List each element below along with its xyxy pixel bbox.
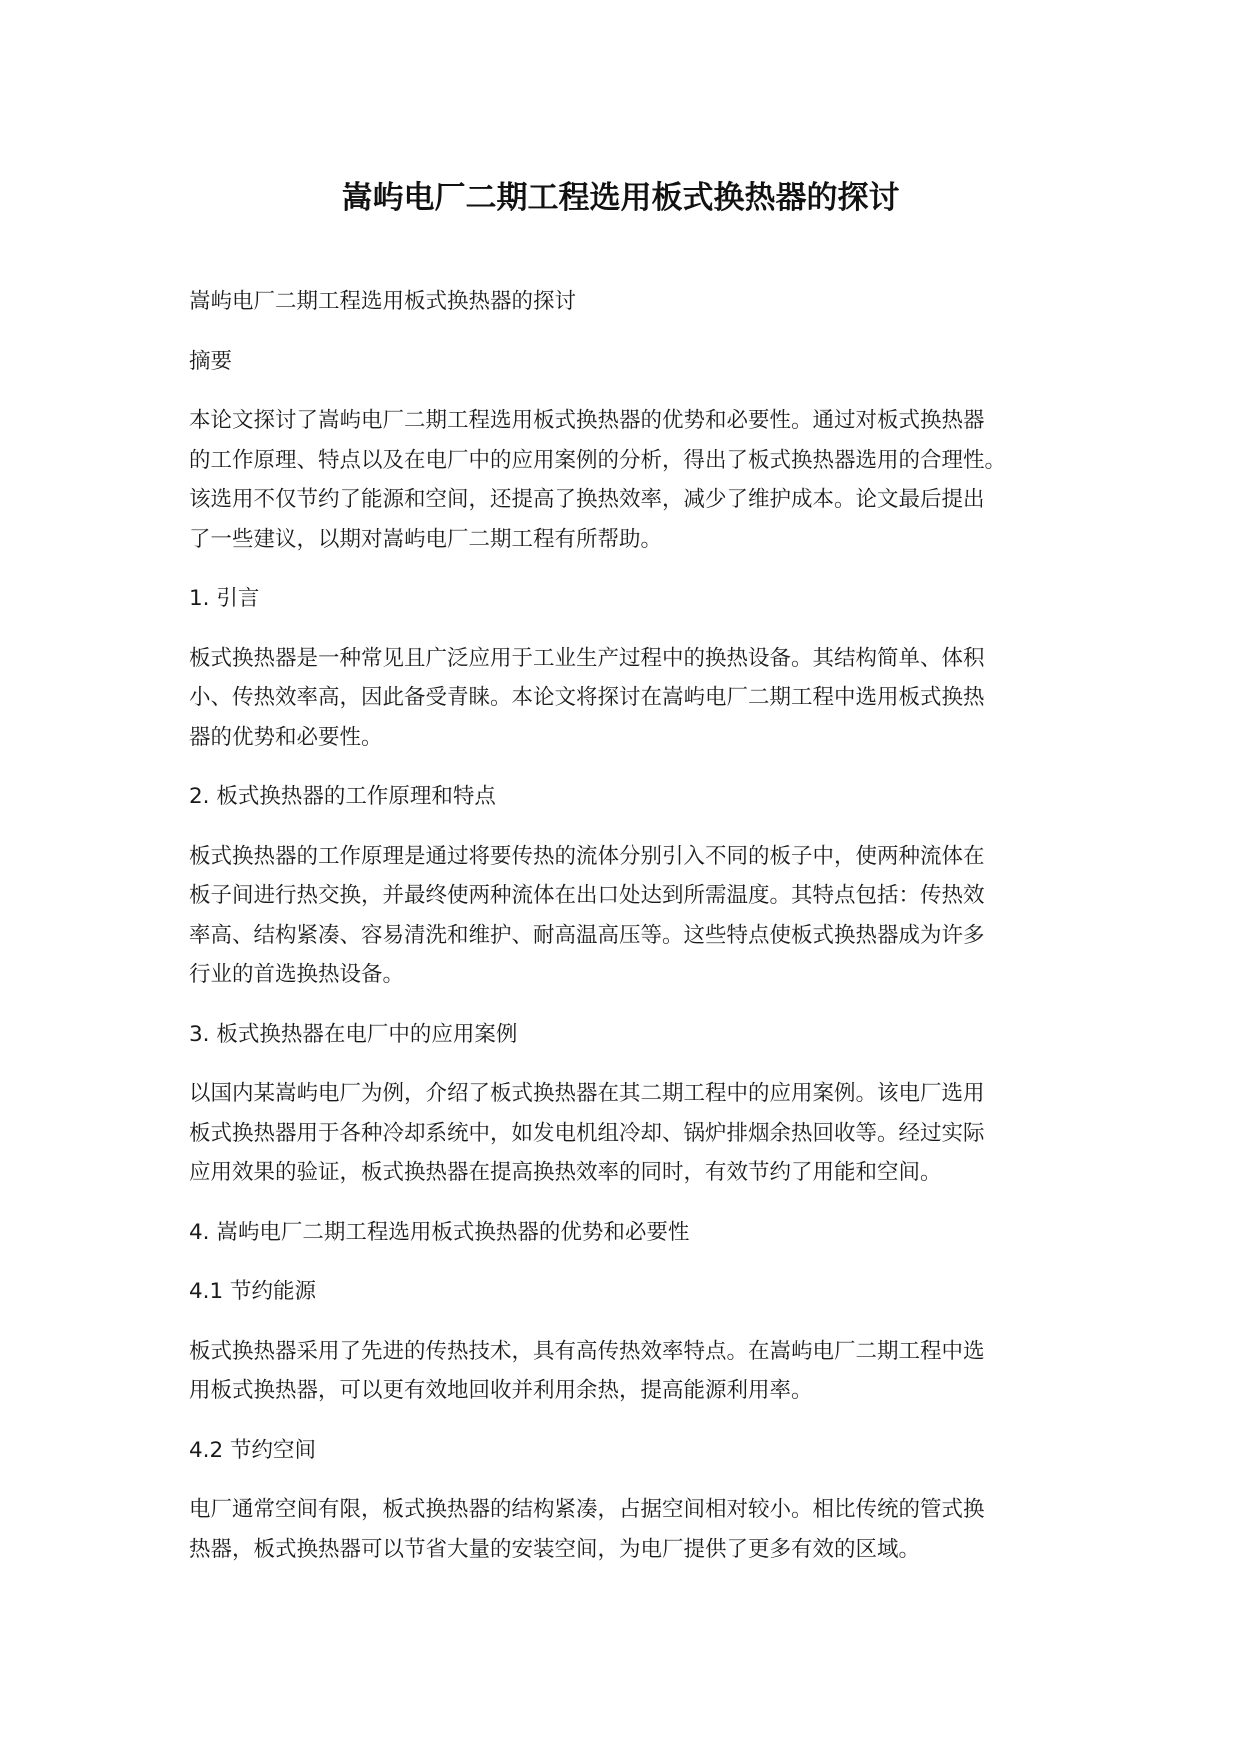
abstract-heading: 摘要: [189, 348, 233, 374]
text-line: 板式换热器采用了先进的传热技术，具有高传热效率特点。在嵩屿电厂二期工程中选: [189, 1338, 985, 1364]
text-line: 行业的首选换热设备。: [189, 962, 405, 987]
text-line: 板子间进行热交换，并最终使两种流体在出口处达到所需温度。其特点包括：传热效: [189, 883, 985, 908]
section-paragraph: [189, 1490, 1044, 1569]
text-line: 本论文探讨了嵩屿电厂二期工程选用板式换热器的优势和必要性。通过对板式换热器: [189, 408, 985, 433]
text-line: 电厂通常空间有限，板式换热器的结构紧凑，占据空间相对较小。相比传统的管式换: [189, 1497, 985, 1522]
section-paragraph: [189, 639, 1044, 758]
section-paragraph: [189, 837, 1044, 995]
text-line: 热器，板式换热器可以节省大量的安装空间，为电厂提供了更多有效的区域。: [189, 1536, 921, 1562]
text-line: 的工作原理、特点以及在电厂中的应用案例的分析，得出了板式换热器选用的合理性。: [189, 447, 1007, 473]
text-line: 该选用不仅节约了能源和空间，还提高了换热效率，减少了维护成本。论文最后提出: [189, 487, 985, 512]
text-line: 板式换热器的工作原理是通过将要传热的流体分别引入不同的板子中，使两种流体在: [189, 843, 985, 869]
text-line: 率高、结构紧凑、容易清洗和维护、耐高温高压等。这些特点使板式换热器成为许多: [189, 922, 985, 948]
section-heading: 4. 嵩屿电厂二期工程选用板式换热器的优势和必要性: [189, 1219, 690, 1245]
text-line: 板式换热器用于各种冷却系统中，如发电机组冷却、锅炉排烟余热回收等。经过实际: [189, 1120, 985, 1146]
text-line: 应用效果的验证，板式换热器在提高换热效率的同时，有效节约了用能和空间。: [189, 1160, 942, 1185]
section-paragraph: [189, 1074, 1044, 1193]
section-heading: 1. 引言: [189, 586, 260, 611]
subsection-heading: 4.1 节约能源: [189, 1279, 317, 1304]
text-line: 板式换热器是一种常见且广泛应用于工业生产过程中的换热设备。其结构简单、体积: [189, 645, 985, 671]
subsection-heading: 4.2 节约空间: [189, 1437, 317, 1463]
text-line: 以国内某嵩屿电厂为例，介绍了板式换热器在其二期工程中的应用案例。该电厂选用: [189, 1081, 985, 1106]
abstract-paragraph: [189, 401, 1044, 559]
section-heading: 2. 板式换热器的工作原理和特点: [189, 784, 496, 809]
section-paragraph: [189, 1332, 1044, 1411]
document-body: [189, 282, 1044, 1569]
document-title: 嵩屿电厂二期工程选用板式换热器的探讨: [341, 180, 900, 216]
document-subtitle: 嵩屿电厂二期工程选用板式换热器的探讨: [189, 289, 577, 314]
text-line: 器的优势和必要性。: [189, 724, 383, 750]
text-line: 小、传热效率高，因此备受青睐。本论文将探讨在嵩屿电厂二期工程中选用板式换热: [189, 685, 985, 710]
section-heading: 3. 板式换热器在电厂中的应用案例: [189, 1021, 518, 1047]
text-line: 用板式换热器，可以更有效地回收并利用余热，提高能源利用率。: [189, 1378, 813, 1403]
text-line: 了一些建议，以期对嵩屿电厂二期工程有所帮助。: [189, 526, 663, 552]
